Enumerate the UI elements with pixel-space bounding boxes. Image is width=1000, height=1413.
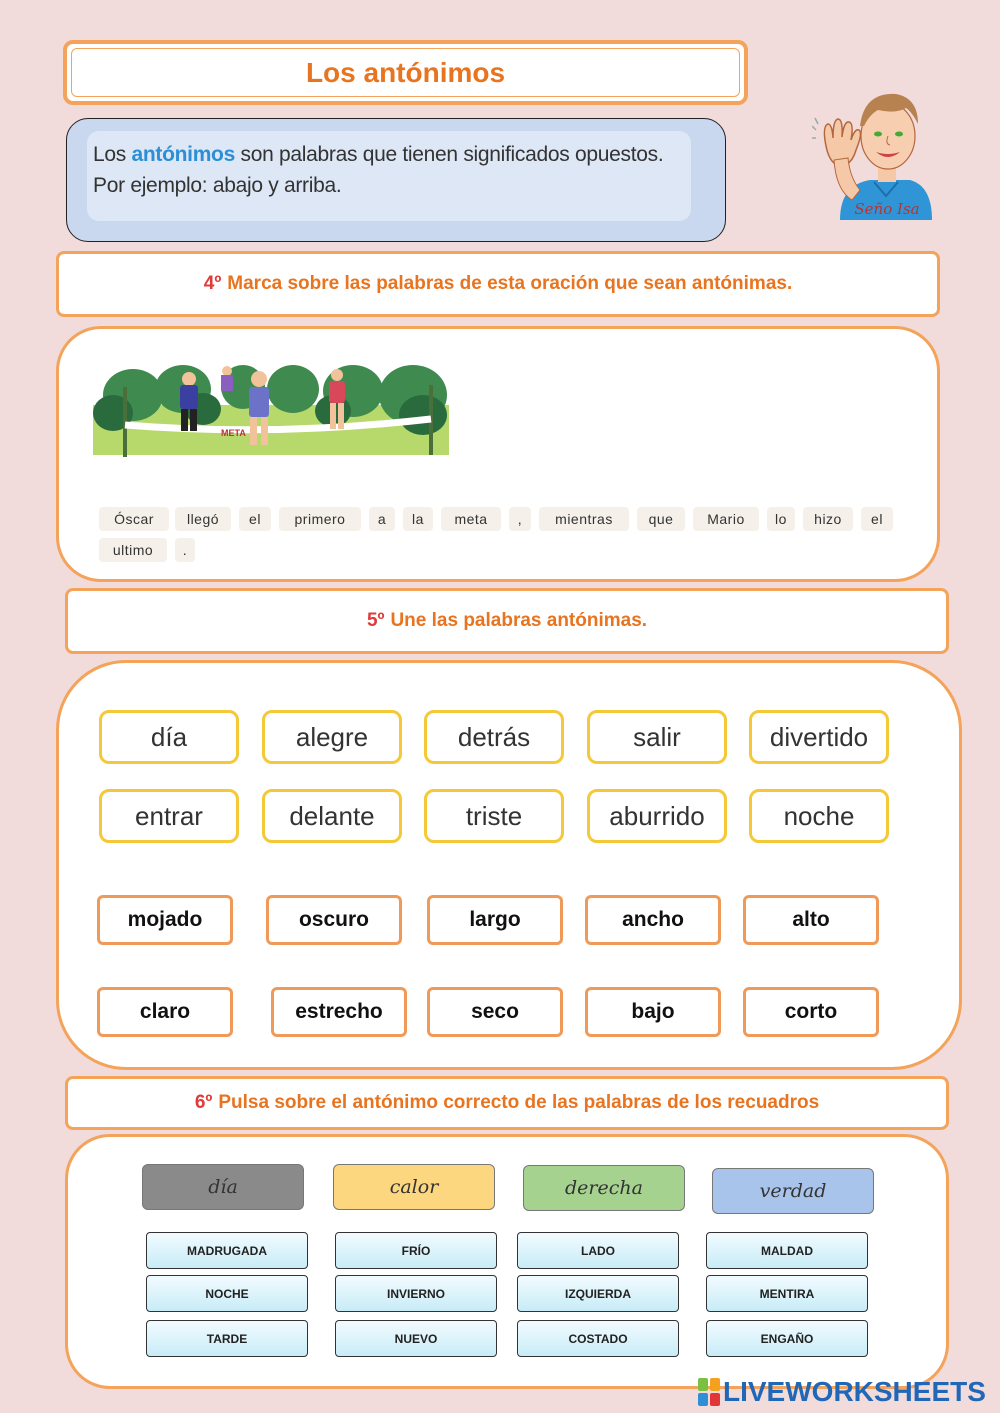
word-box[interactable]: mojado [97,895,233,945]
antonym-option-button[interactable]: FRÍO [335,1232,497,1269]
word-box[interactable]: día [99,710,239,764]
sentence-word[interactable]: el [239,507,271,531]
target-word-1: calor [333,1164,495,1210]
avatar [812,70,932,230]
liveworksheets-logo [698,1376,986,1408]
race-finish-illustration [93,365,449,477]
sentence-word[interactable]: meta [441,507,501,531]
word-box[interactable]: detrás [424,710,564,764]
word-box[interactable]: ancho [585,895,721,945]
antonym-option-button[interactable]: COSTADO [517,1320,679,1357]
word-box[interactable]: estrecho [271,987,407,1037]
title-box [63,40,748,105]
word-box[interactable]: divertido [749,710,889,764]
exercise-4-panel [56,326,940,582]
word-box[interactable]: alegre [262,710,402,764]
word-box[interactable]: aburrido [587,789,727,843]
sentence-word[interactable]: Mario [693,507,759,531]
sentence-word[interactable]: , [509,507,531,531]
definition-post: son palabras que tienen significados opuestos. Por ejemplo: abajo y arriba. [93,143,664,197]
target-word-0: día [142,1164,304,1210]
word-box[interactable]: triste [424,789,564,843]
exercise-5-header [65,588,949,654]
sentence-word[interactable]: que [637,507,685,531]
target-word-2: derecha [523,1165,685,1211]
definition-pre: Los [93,143,132,166]
antonym-option-button[interactable]: MALDAD [706,1232,868,1269]
sentence-word[interactable]: primero [279,507,361,531]
word-box[interactable]: claro [97,987,233,1037]
exercise-4-title: Marca sobre las palabras de esta oración que sean antónimas. [227,273,793,294]
exercise-4-header [56,251,940,317]
antonym-option-button[interactable]: LADO [517,1232,679,1269]
exercise-5-title: Une las palabras antónimas. [390,610,648,631]
exercise-6-title: Pulsa sobre el antónimo correcto de las palabras de los recuadros [218,1092,820,1113]
sentence-word[interactable]: el [861,507,893,531]
waving-hand-icon [812,118,860,166]
word-box[interactable]: oscuro [266,895,402,945]
antonym-option-button[interactable]: IZQUIERDA [517,1275,679,1312]
word-box[interactable]: salir [587,710,727,764]
svg-text:META: META [221,428,246,438]
avatar-caption: Seño Isa [854,200,920,218]
sentence-word[interactable]: Óscar [99,507,169,531]
page-title: Los antónimos [71,48,740,97]
exercise-4-number: 4º [203,273,222,294]
word-box[interactable]: largo [427,895,563,945]
definition-box [66,118,726,242]
exercise-6-header [65,1076,949,1130]
antonym-option-button[interactable]: ENGAÑO [706,1320,868,1357]
sentence-word[interactable]: llegó [175,507,231,531]
sentence-word[interactable]: . [175,538,195,562]
antonym-option-button[interactable]: NUEVO [335,1320,497,1357]
brand-text: LIVEWORKSHEETS [723,1376,986,1407]
target-word-3: verdad [712,1168,874,1214]
word-box[interactable]: seco [427,987,563,1037]
antonym-option-button[interactable]: MADRUGADA [146,1232,308,1269]
sentence-word[interactable]: ultimo [99,538,167,562]
word-box[interactable]: delante [262,789,402,843]
word-box[interactable]: alto [743,895,879,945]
definition-keyword: antónimos [131,143,235,166]
definition-text [87,131,691,221]
antonym-option-button[interactable]: MENTIRA [706,1275,868,1312]
word-box[interactable]: noche [749,789,889,843]
sentence-word[interactable]: mientras [539,507,629,531]
word-box[interactable]: entrar [99,789,239,843]
antonym-option-button[interactable]: NOCHE [146,1275,308,1312]
exercise-6-number: 6º [194,1092,213,1113]
sentence-word[interactable]: a [369,507,395,531]
exercise-5-number: 5º [366,610,385,631]
word-box[interactable]: corto [743,987,879,1037]
word-box[interactable]: bajo [585,987,721,1037]
antonym-option-button[interactable]: INVIERNO [335,1275,497,1312]
sentence-word[interactable]: la [403,507,433,531]
sentence-word[interactable]: hizo [803,507,853,531]
liveworksheets-icon [698,1378,720,1406]
sentence-word[interactable]: lo [767,507,795,531]
antonym-option-button[interactable]: TARDE [146,1320,308,1357]
